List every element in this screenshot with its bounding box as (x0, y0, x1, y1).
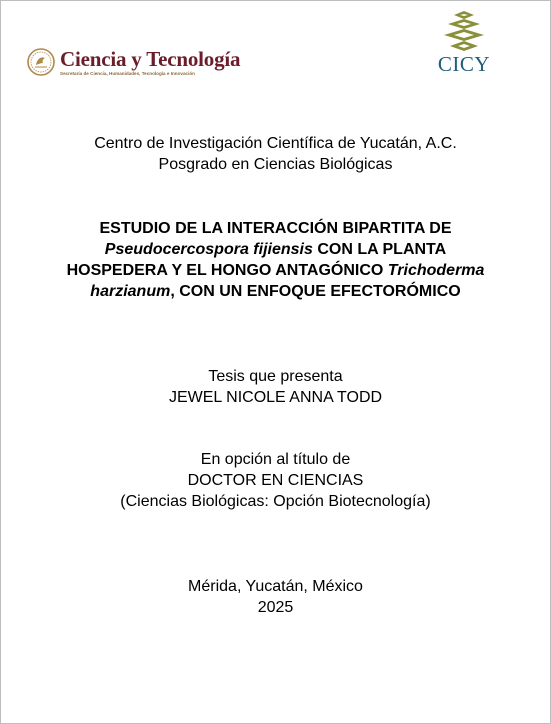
species-genus-2: Trichoderma (387, 262, 485, 279)
institution-name: Centro de Investigación Científica de Yucatán, A.C. (94, 135, 457, 152)
thesis-title (20, 218, 531, 302)
presenter-intro: Tesis que presenta (208, 368, 343, 385)
cicy-logo-text: CICY (437, 52, 491, 76)
presenter-block (0, 366, 551, 408)
cicy-logo (427, 10, 501, 75)
degree-block (0, 449, 551, 512)
ciencia-y-tecnologia-logo (27, 48, 240, 77)
title-part-1: ESTUDIO DE LA INTERACCIÓN BIPARTITA DE (99, 220, 452, 237)
gov-logo-title: Ciencia y Tecnología (60, 47, 241, 71)
title-part-3: HOSPEDERA Y EL HONGO ANTAGÓNICO (66, 262, 388, 279)
place-block (0, 576, 551, 618)
degree-specialty: (Ciencias Biológicas: Opción Biotecnología) (120, 493, 431, 510)
species-name-1: Pseudocercospora fijiensis (104, 241, 313, 258)
author-name: JEWEL NICOLE ANNA TODD (168, 389, 383, 406)
title-part-2: CON LA PLANTA (312, 241, 447, 258)
location: Mérida, Yucatán, México (188, 578, 363, 595)
year: 2025 (257, 599, 294, 616)
title-part-4: , CON UN ENFOQUE EFECTORÓMICO (170, 283, 461, 300)
species-epithet-2: harzianum (90, 283, 171, 300)
program-name: Posgrado en Ciencias Biológicas (158, 156, 393, 173)
cicy-emblem-icon (440, 10, 488, 52)
mexico-seal-icon (27, 48, 55, 76)
institution-block (0, 133, 551, 175)
degree-intro: En opción al título de (200, 451, 351, 468)
degree-title: DOCTOR EN CIENCIAS (187, 472, 364, 489)
gov-logo-subtitle: Secretaría de Ciencia, Humanidades, Tecnología e Innovación (60, 71, 195, 76)
